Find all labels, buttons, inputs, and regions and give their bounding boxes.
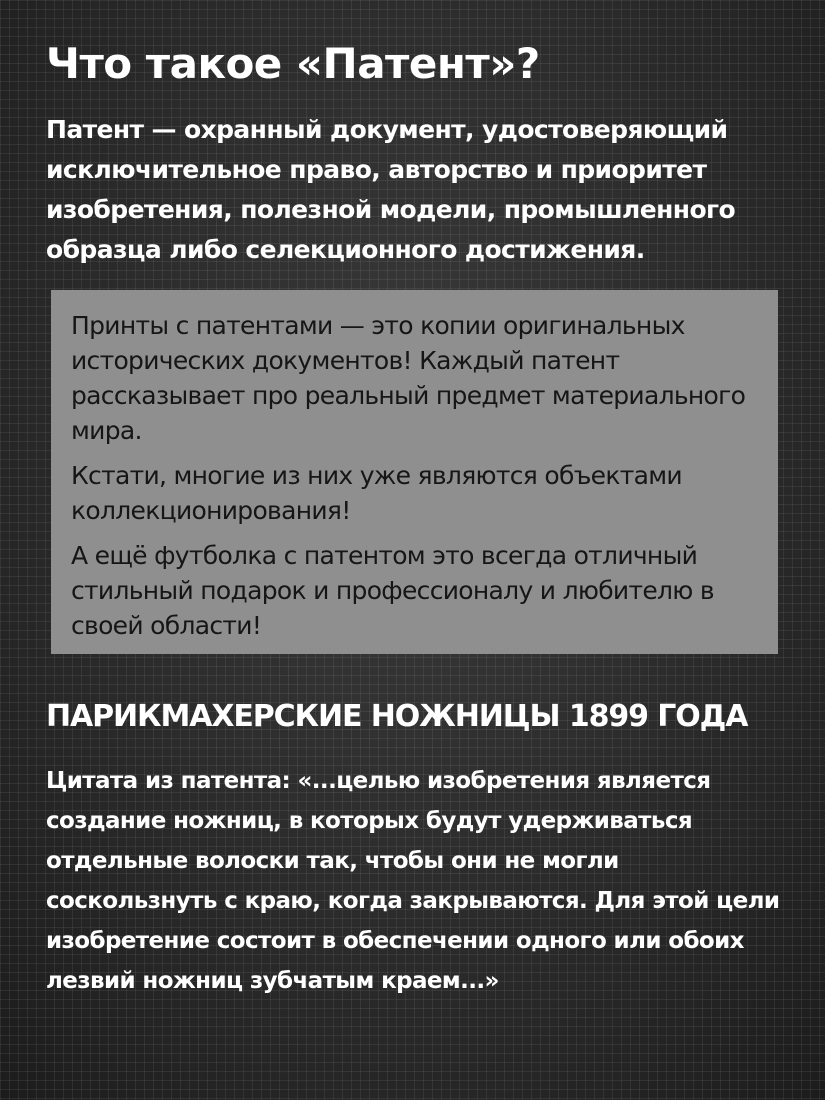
info-paragraph-gift: А ещё футболка с патентом это всегда отличный стильный подарок и профессионалу и любителю в своей области!: [71, 541, 714, 640]
page-title: Что такое «Патент»?: [46, 39, 540, 88]
patent-quote: Цитата из патента: «...целью изобретения является создание ножниц, в которых будут удерживаться отдельные волоски так, чтобы они не могли соскользнуть с краю, когда закрываются. Для этой цели изобретение состоит в обеспечении одного или обоих лезвий ножниц зубчатым краем...»: [46, 768, 780, 994]
info-paragraph-copies: Принты с патентами — это копии оригинальных исторических документов! Каждый патент рассказывает про реальный предмет материального мира.: [71, 311, 746, 445]
product-heading: ПАРИКМАХЕРСКИЕ НОЖНИЦЫ 1899 ГОДА: [46, 699, 748, 734]
info-paragraph-collecting: Кстати, многие из них уже являются объектами коллекционирования!: [71, 461, 682, 525]
info-box: [51, 290, 778, 654]
patent-definition: Патент — охранный документ, удостоверяющий исключительное право, авторство и приоритет изобретения, полезной модели, промышленного образца либо селекционного достижения.: [46, 115, 736, 264]
